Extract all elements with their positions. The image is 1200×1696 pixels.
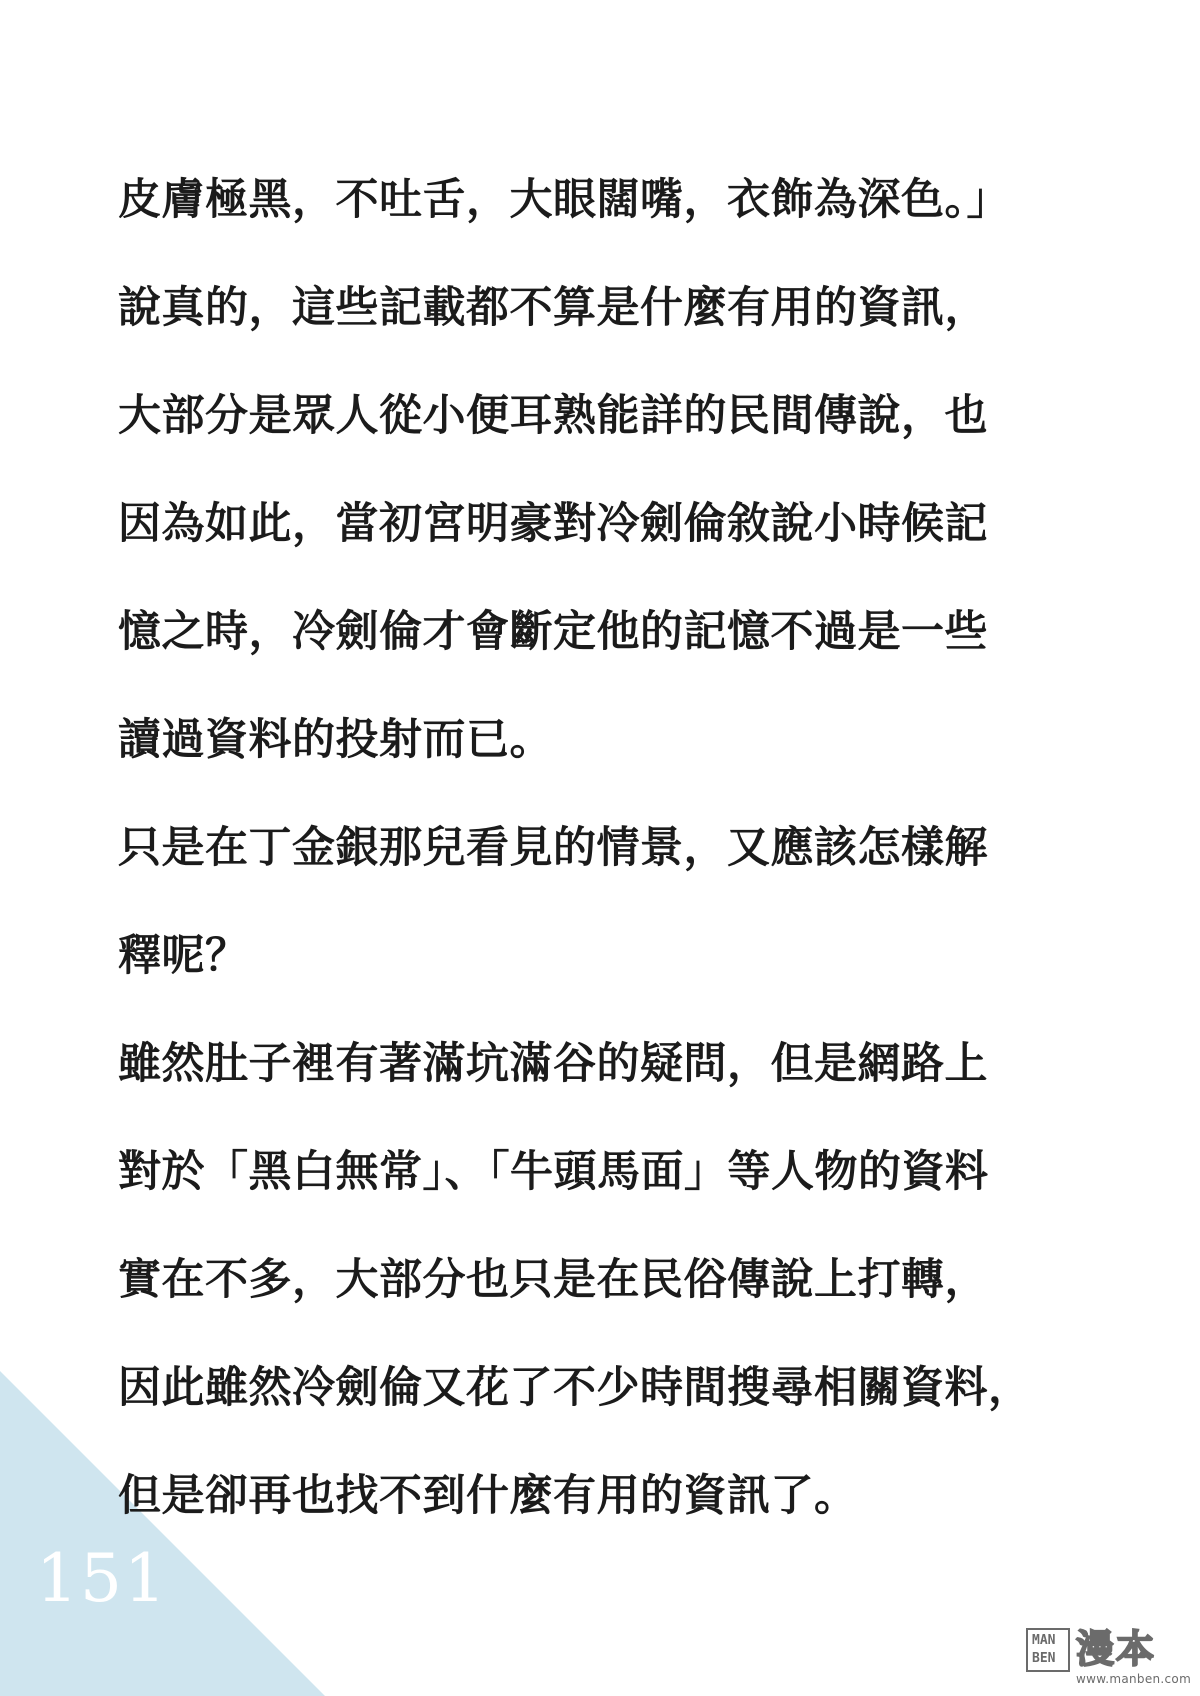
text-line: 憶之時，冷劍倫才會斷定他的記憶不過是一些 — [118, 607, 988, 657]
text-line: 讀過資料的投射而已。 — [118, 715, 553, 765]
watermark-badge-icon — [1026, 1628, 1070, 1672]
watermark-title: 漫本 — [1076, 1627, 1157, 1671]
text-line: 雖然肚子裡有著滿坑滿谷的疑問，但是網路上 — [118, 1039, 988, 1089]
text-line: 但是卻再也找不到什麼有用的資訊了。 — [118, 1471, 858, 1521]
text-line: 對於「黑白無常」、「牛頭馬面」等人物的資料 — [118, 1147, 989, 1197]
watermark-logo — [1026, 1626, 1192, 1686]
page-number: 151 — [36, 1540, 168, 1617]
text-line: 因此雖然冷劍倫又花了不少時間搜尋相關資料， — [118, 1363, 1032, 1413]
body-text — [118, 170, 1118, 1574]
text-line: 只是在丁金銀那兒看見的情景，又應該怎樣解 — [118, 823, 988, 873]
watermark-url: www.manben.com — [1076, 1672, 1192, 1686]
text-line: 因為如此，當初宮明豪對冷劍倫敘說小時候記 — [118, 499, 988, 549]
text-line: 說真的，這些記載都不算是什麼有用的資訊， — [118, 283, 988, 333]
watermark-badge-line2: BEN — [1032, 1651, 1056, 1666]
watermark-badge-line1: MAN — [1032, 1633, 1056, 1648]
text-line: 釋呢？ — [118, 931, 249, 981]
text-line: 大部分是眾人從小便耳熟能詳的民間傳說，也 — [118, 391, 988, 441]
text-line: 實在不多，大部分也只是在民俗傳說上打轉， — [118, 1255, 988, 1305]
text-line: 皮膚極黑，不吐舌，大眼闊嘴，衣飾為深色。」 — [118, 175, 1010, 225]
